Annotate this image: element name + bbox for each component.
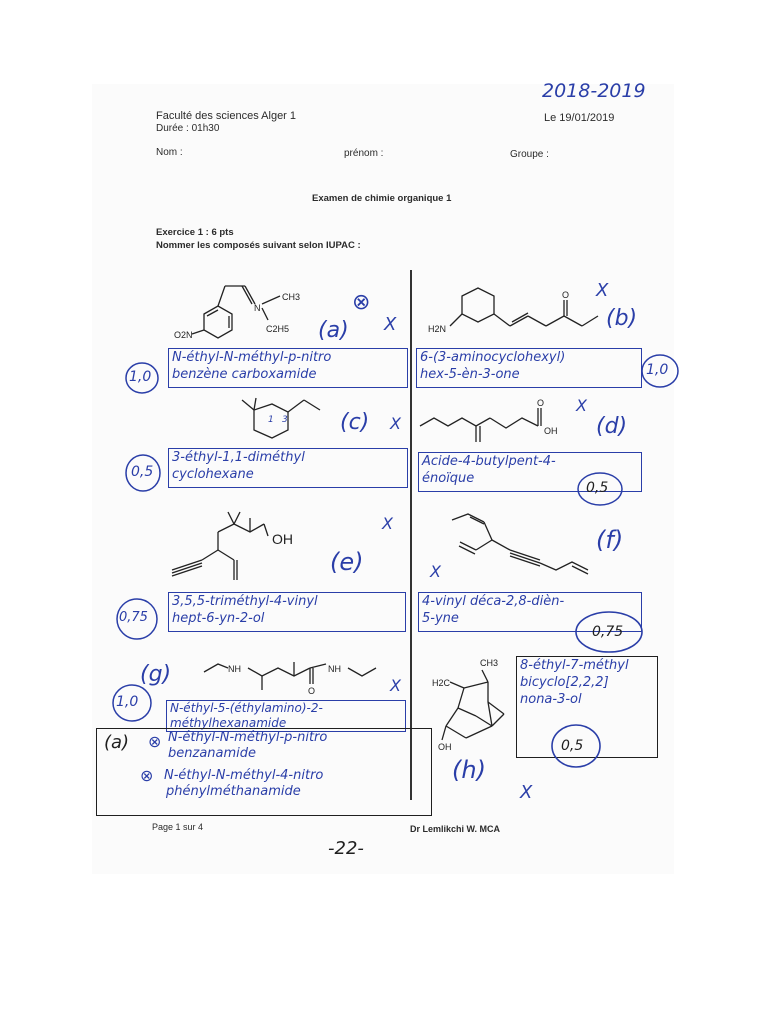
correction-line2: benzanamide xyxy=(168,746,257,761)
correction-line3: N-éthyl-N-méthyl-4-nitro xyxy=(164,768,324,783)
cross-mark: X xyxy=(390,414,401,433)
structure-c xyxy=(228,396,348,452)
structure-h xyxy=(430,642,520,754)
exam-duration: Durée : 01h30 xyxy=(156,123,220,134)
letter-g: (g) xyxy=(140,662,172,687)
answer-f-line1: 4-vinyl déca-2,8-dièn- xyxy=(422,594,565,609)
letter-b: (b) xyxy=(606,306,638,331)
exam-title: Examen de chimie organique 1 xyxy=(312,193,452,204)
answer-e-line1: 3,5,5-triméthyl-4-vinyl xyxy=(172,594,318,609)
letter-e: (e) xyxy=(330,548,364,576)
cross-mark: X xyxy=(382,514,393,533)
answer-g-line2: méthylhexanamide xyxy=(170,716,287,730)
cross-mark: X xyxy=(520,782,533,803)
circled-cross-mark: ⊗ xyxy=(140,766,154,785)
answer-c-line1: 3-éthyl-1,1-diméthyl xyxy=(172,450,305,465)
answer-box-a xyxy=(168,348,408,388)
svg-text:NH: NH xyxy=(328,664,341,674)
answer-a-line1: N-éthyl-N-méthyl-p-nitro xyxy=(172,350,332,365)
svg-text:OH: OH xyxy=(272,531,293,547)
correction-line4: phénylméthanamide xyxy=(166,784,301,799)
svg-text:OH: OH xyxy=(544,426,558,436)
letter-a: (a) xyxy=(318,318,349,343)
answer-b-line2: hex-5-èn-3-one xyxy=(420,367,520,382)
total-grade: -22- xyxy=(328,838,364,859)
score-f: 0,75 xyxy=(592,624,624,640)
instruction-text: Nommer les composés suivant selon IUPAC : xyxy=(156,240,361,251)
letter-f: (f) xyxy=(596,526,624,554)
letter-c: (c) xyxy=(340,410,370,435)
answer-h-line3: nona-3-ol xyxy=(520,692,582,707)
cross-mark: X xyxy=(390,676,401,695)
svg-text:H2C: H2C xyxy=(432,678,451,688)
svg-text:CH3: CH3 xyxy=(282,292,301,302)
svg-text:CH3: CH3 xyxy=(480,658,499,668)
year-note: 2018-2019 xyxy=(542,80,646,102)
exam-date: Le 19/01/2019 xyxy=(544,112,615,124)
answer-h-line2: bicyclo[2,2,2] xyxy=(520,675,609,690)
cross-mark: X xyxy=(384,314,397,335)
score-d: 0,5 xyxy=(586,480,609,496)
groupe-label: Groupe : xyxy=(510,149,549,160)
cross-mark: X xyxy=(596,280,609,301)
answer-box-e xyxy=(168,592,406,632)
score-a: 1,0 xyxy=(129,369,152,385)
svg-text:O: O xyxy=(537,398,545,408)
correction-label: (a) xyxy=(104,732,130,753)
circled-cross-mark: ⊗ xyxy=(148,732,162,751)
answer-a-line2: benzène carboxamide xyxy=(172,367,317,382)
letter-d: (d) xyxy=(596,414,628,439)
svg-text:O2N: O2N xyxy=(174,330,193,340)
cross-mark: X xyxy=(430,562,441,581)
answer-g-line1: N-éthyl-5-(éthylamino)-2- xyxy=(170,701,323,715)
answer-b-line1: 6-(3-aminocyclohexyl) xyxy=(420,350,566,365)
answer-d-line2: énoïque xyxy=(422,471,475,486)
svg-text:NH: NH xyxy=(228,664,241,674)
exercise-heading: Exercice 1 : 6 pts xyxy=(156,227,234,238)
column-divider xyxy=(410,270,412,800)
score-b: 1,0 xyxy=(646,362,669,378)
svg-text:1: 1 xyxy=(268,415,274,425)
answer-f-line2: 5-yne xyxy=(422,611,459,626)
circled-cross-mark: ⊗ xyxy=(352,290,371,315)
svg-text:O: O xyxy=(308,686,316,696)
answer-box-c xyxy=(168,448,408,488)
svg-text:OH: OH xyxy=(438,742,452,752)
score-e: 0,75 xyxy=(119,610,148,625)
structure-a xyxy=(170,276,340,348)
svg-text:O: O xyxy=(562,290,570,300)
prenom-label: prénom : xyxy=(344,148,384,159)
svg-text:H2N: H2N xyxy=(428,324,447,334)
correction-line1: N-éthyl-N-méthyl-p-nitro xyxy=(168,730,328,745)
page-number: Page 1 sur 4 xyxy=(152,822,204,832)
svg-text:N: N xyxy=(254,303,261,313)
score-g: 1,0 xyxy=(116,694,139,710)
answer-h-line1: 8-éthyl-7-méthyl xyxy=(520,658,629,673)
structure-d xyxy=(420,398,590,450)
structure-e xyxy=(168,508,308,590)
structure-b xyxy=(428,282,608,342)
nom-label: Nom : xyxy=(156,147,183,158)
author: Dr Lemlikchi W. MCA xyxy=(410,824,501,834)
answer-box-b xyxy=(416,348,642,388)
score-c: 0,5 xyxy=(131,464,154,480)
svg-text:3: 3 xyxy=(282,415,288,425)
answer-e-line2: hept-6-yn-2-ol xyxy=(172,611,265,626)
faculty-name: Faculté des sciences Alger 1 xyxy=(156,110,297,122)
score-h: 0,5 xyxy=(561,738,584,754)
answer-d-line1: Acide-4-butylpent-4- xyxy=(422,454,556,469)
letter-h: (h) xyxy=(452,756,486,784)
cross-mark: X xyxy=(576,396,587,415)
structure-g xyxy=(204,650,400,698)
answer-c-line2: cyclohexane xyxy=(172,467,254,482)
svg-text:C2H5: C2H5 xyxy=(266,324,290,334)
